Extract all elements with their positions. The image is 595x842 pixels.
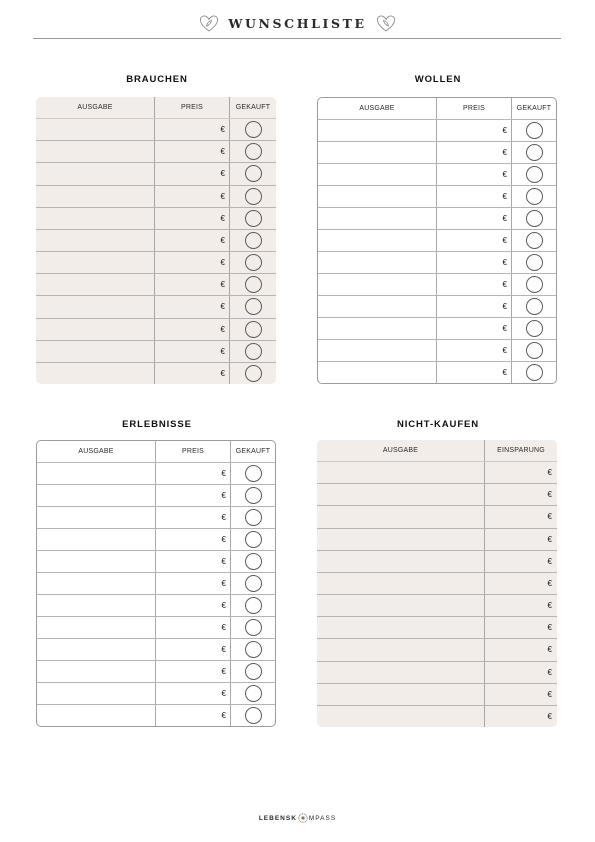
currency-symbol: €: [547, 468, 552, 478]
circle-checkbox-icon[interactable]: [526, 122, 543, 139]
price-cell[interactable]: [155, 119, 230, 140]
price-cell[interactable]: [156, 463, 231, 484]
section-title-erlebnisse: ERLEBNISSE: [122, 419, 192, 430]
currency-symbol: €: [547, 711, 552, 721]
table-header: [36, 97, 276, 119]
price-cell[interactable]: [156, 529, 231, 550]
table-row: [37, 595, 275, 617]
item-cell[interactable]: [37, 705, 156, 726]
bought-cell: [512, 274, 556, 295]
bought-cell: [230, 296, 276, 317]
circle-checkbox-icon[interactable]: [245, 188, 262, 205]
item-cell[interactable]: [37, 573, 156, 594]
circle-checkbox-icon[interactable]: [245, 487, 262, 504]
item-cell[interactable]: [36, 296, 155, 317]
table-row: [317, 639, 557, 661]
item-cell[interactable]: [36, 341, 155, 362]
currency-symbol: €: [221, 623, 226, 632]
circle-checkbox-icon[interactable]: [245, 707, 262, 724]
item-cell[interactable]: [317, 529, 485, 550]
bought-cell: [231, 595, 275, 616]
table-erlebnisse: [36, 440, 276, 727]
price-cell[interactable]: [437, 230, 512, 251]
currency-symbol: €: [547, 667, 552, 677]
price-cell[interactable]: [156, 683, 231, 704]
item-cell[interactable]: [317, 617, 485, 638]
item-cell[interactable]: [318, 208, 437, 229]
bought-cell: [231, 551, 275, 572]
bought-cell: [230, 186, 276, 207]
savings-cell[interactable]: [485, 573, 557, 594]
currency-symbol: €: [547, 556, 552, 566]
currency-symbol: €: [221, 601, 226, 610]
item-cell[interactable]: [318, 142, 437, 163]
item-cell[interactable]: [318, 164, 437, 185]
circle-checkbox-icon[interactable]: [245, 210, 262, 227]
price-cell[interactable]: [155, 141, 230, 162]
circle-checkbox-icon[interactable]: [245, 619, 262, 636]
table-row: [317, 706, 557, 727]
table-row: [317, 573, 557, 595]
table-row: [318, 230, 556, 252]
item-cell[interactable]: [37, 551, 156, 572]
item-cell[interactable]: [318, 186, 437, 207]
circle-checkbox-icon[interactable]: [245, 121, 262, 138]
table-header: [318, 98, 556, 120]
item-cell[interactable]: [317, 639, 485, 660]
item-cell[interactable]: [37, 463, 156, 484]
item-cell[interactable]: [37, 595, 156, 616]
item-cell[interactable]: [36, 163, 155, 184]
currency-symbol: €: [502, 148, 507, 157]
price-cell[interactable]: [156, 485, 231, 506]
table-row: [318, 340, 556, 362]
table-row: [37, 507, 275, 529]
item-cell[interactable]: [317, 595, 485, 616]
table-row: [37, 529, 275, 551]
page-title: WUNSCHLISTE: [228, 15, 367, 31]
table-row: [37, 551, 275, 573]
bought-cell: [230, 319, 276, 340]
bought-cell: [230, 252, 276, 273]
currency-symbol: €: [502, 346, 507, 355]
circle-checkbox-icon[interactable]: [526, 276, 543, 293]
bought-cell: [231, 485, 275, 506]
price-cell[interactable]: [437, 274, 512, 295]
bought-cell: [230, 208, 276, 229]
table-row: [317, 506, 557, 528]
currency-symbol: €: [220, 280, 225, 290]
table-row: [318, 318, 556, 340]
currency-symbol: €: [547, 601, 552, 611]
item-cell[interactable]: [37, 507, 156, 528]
currency-symbol: €: [547, 534, 552, 544]
currency-symbol: €: [547, 645, 552, 655]
table-row: [318, 362, 556, 383]
table-brauchen: [36, 97, 276, 384]
currency-symbol: €: [502, 126, 507, 135]
circle-checkbox-icon[interactable]: [245, 509, 262, 526]
bought-cell: [230, 119, 276, 140]
currency-symbol: €: [220, 213, 225, 223]
savings-cell[interactable]: [485, 484, 557, 505]
heart-leaf-icon: [198, 13, 220, 33]
item-cell[interactable]: [318, 340, 437, 361]
page-header: [0, 8, 595, 38]
column-header-price: PREIS: [437, 98, 512, 119]
currency-symbol: €: [220, 147, 225, 157]
table-wollen: [317, 97, 557, 384]
currency-symbol: €: [221, 535, 226, 544]
bought-cell: [512, 340, 556, 361]
bought-cell: [512, 296, 556, 317]
bought-cell: [230, 363, 276, 384]
table-row: [37, 661, 275, 683]
bought-cell: [512, 186, 556, 207]
bought-cell: [231, 683, 275, 704]
section-title-brauchen: BRAUCHEN: [126, 74, 188, 85]
currency-symbol: €: [502, 192, 507, 201]
price-cell[interactable]: [155, 341, 230, 362]
item-cell[interactable]: [317, 462, 485, 483]
price-cell[interactable]: [437, 186, 512, 207]
circle-checkbox-icon[interactable]: [526, 188, 543, 205]
table-row: [36, 274, 276, 296]
circle-checkbox-icon[interactable]: [526, 166, 543, 183]
table-nicht-kaufen: [317, 440, 557, 727]
heart-leaf-icon: [375, 13, 397, 33]
price-cell[interactable]: [155, 186, 230, 207]
currency-symbol: €: [502, 280, 507, 289]
price-cell[interactable]: [437, 362, 512, 383]
item-cell[interactable]: [36, 252, 155, 273]
currency-symbol: €: [547, 512, 552, 522]
circle-checkbox-icon[interactable]: [245, 232, 262, 249]
brand-text-part1: LEBENSK: [258, 814, 297, 822]
bought-cell: [230, 274, 276, 295]
item-cell[interactable]: [317, 706, 485, 727]
table-row: [318, 208, 556, 230]
currency-symbol: €: [220, 346, 225, 356]
price-cell[interactable]: [437, 252, 512, 273]
bought-cell: [231, 507, 275, 528]
bought-cell: [512, 362, 556, 383]
table-header: [317, 440, 557, 462]
table-row: [36, 186, 276, 208]
table-row: [317, 551, 557, 573]
item-cell[interactable]: [37, 683, 156, 704]
price-cell[interactable]: [156, 551, 231, 572]
savings-cell[interactable]: [485, 506, 557, 527]
circle-checkbox-icon[interactable]: [245, 685, 262, 702]
item-cell[interactable]: [318, 230, 437, 251]
table-row: [37, 573, 275, 595]
bought-cell: [231, 639, 275, 660]
circle-checkbox-icon[interactable]: [245, 143, 262, 160]
price-cell[interactable]: [437, 296, 512, 317]
circle-checkbox-icon[interactable]: [526, 232, 543, 249]
circle-checkbox-icon[interactable]: [245, 465, 262, 482]
currency-symbol: €: [502, 324, 507, 333]
circle-checkbox-icon[interactable]: [245, 276, 262, 293]
circle-checkbox-icon[interactable]: [526, 298, 543, 315]
price-cell[interactable]: [437, 318, 512, 339]
circle-checkbox-icon[interactable]: [245, 343, 262, 360]
price-cell[interactable]: [156, 595, 231, 616]
currency-symbol: €: [221, 645, 226, 654]
currency-symbol: €: [221, 579, 226, 588]
table-row: [37, 705, 275, 726]
circle-checkbox-icon[interactable]: [245, 641, 262, 658]
bought-cell: [231, 661, 275, 682]
item-cell[interactable]: [36, 186, 155, 207]
table-row: [318, 274, 556, 296]
table-row: [36, 319, 276, 341]
table-row: [36, 119, 276, 141]
item-cell[interactable]: [318, 296, 437, 317]
currency-symbol: €: [220, 258, 225, 268]
table-row: [36, 363, 276, 384]
item-cell[interactable]: [317, 484, 485, 505]
bought-cell: [512, 164, 556, 185]
item-cell[interactable]: [318, 274, 437, 295]
bought-cell: [230, 141, 276, 162]
table-row: [36, 141, 276, 163]
table-row: [318, 142, 556, 164]
savings-cell[interactable]: [485, 595, 557, 616]
price-cell[interactable]: [156, 639, 231, 660]
price-cell[interactable]: [437, 340, 512, 361]
circle-checkbox-icon[interactable]: [245, 298, 262, 315]
item-cell[interactable]: [37, 661, 156, 682]
item-cell[interactable]: [37, 485, 156, 506]
price-cell[interactable]: [156, 507, 231, 528]
bought-cell: [512, 318, 556, 339]
column-header-bought: GEKAUFT: [235, 448, 271, 455]
bought-cell: [512, 208, 556, 229]
item-cell[interactable]: [318, 362, 437, 383]
currency-symbol: €: [220, 368, 225, 378]
column-header-bought: GEKAUFT: [516, 105, 552, 112]
circle-checkbox-icon[interactable]: [526, 144, 543, 161]
compass-icon: [298, 813, 308, 823]
price-cell[interactable]: [155, 319, 230, 340]
price-cell[interactable]: [155, 274, 230, 295]
item-cell[interactable]: [36, 319, 155, 340]
table-row: [317, 617, 557, 639]
circle-checkbox-icon[interactable]: [245, 597, 262, 614]
savings-cell[interactable]: [485, 617, 557, 638]
item-cell[interactable]: [37, 639, 156, 660]
currency-symbol: €: [502, 302, 507, 311]
table-row: [318, 296, 556, 318]
item-cell[interactable]: [317, 573, 485, 594]
table-row: [317, 484, 557, 506]
section-title-nicht-kaufen: NICHT-KAUFEN: [396, 419, 480, 430]
table-row: [37, 639, 275, 661]
currency-symbol: €: [221, 689, 226, 698]
circle-checkbox-icon[interactable]: [245, 254, 262, 271]
circle-checkbox-icon[interactable]: [526, 210, 543, 227]
currency-symbol: €: [221, 667, 226, 676]
column-header-item: AUSGABE: [36, 97, 155, 118]
circle-checkbox-icon[interactable]: [526, 364, 543, 381]
price-cell[interactable]: [437, 142, 512, 163]
table-row: [318, 252, 556, 274]
column-header-savings: EINSPARUNG: [497, 447, 545, 454]
price-cell[interactable]: [437, 120, 512, 141]
column-header-price: PREIS: [155, 97, 230, 118]
currency-symbol: €: [220, 125, 225, 135]
bought-cell: [231, 463, 275, 484]
brand-text-part2: MPASS: [308, 814, 337, 822]
table-row: [36, 296, 276, 318]
bought-cell: [512, 230, 556, 251]
currency-symbol: €: [220, 191, 225, 201]
savings-cell[interactable]: [485, 551, 557, 572]
header-divider: [33, 38, 561, 39]
currency-symbol: €: [221, 711, 226, 720]
savings-cell[interactable]: [485, 662, 557, 683]
circle-checkbox-icon[interactable]: [245, 553, 262, 570]
column-header-item: AUSGABE: [318, 98, 437, 119]
item-cell[interactable]: [317, 662, 485, 683]
item-cell[interactable]: [36, 274, 155, 295]
table-row: [317, 595, 557, 617]
table-row: [36, 341, 276, 363]
savings-cell[interactable]: [485, 684, 557, 705]
table-row: [37, 485, 275, 507]
bought-cell: [512, 142, 556, 163]
table-row: [317, 662, 557, 684]
price-cell[interactable]: [155, 230, 230, 251]
item-cell[interactable]: [318, 252, 437, 273]
savings-cell[interactable]: [485, 462, 557, 483]
item-cell[interactable]: [36, 208, 155, 229]
circle-checkbox-icon[interactable]: [526, 320, 543, 337]
item-cell[interactable]: [36, 363, 155, 384]
item-cell[interactable]: [36, 119, 155, 140]
price-cell[interactable]: [155, 363, 230, 384]
column-header-bought: GEKAUFT: [235, 104, 271, 111]
bought-cell: [231, 573, 275, 594]
price-cell[interactable]: [156, 705, 231, 726]
bought-cell: [231, 705, 275, 726]
table-row: [318, 186, 556, 208]
table-row: [317, 529, 557, 551]
currency-symbol: €: [547, 623, 552, 633]
table-row: [36, 252, 276, 274]
circle-checkbox-icon[interactable]: [245, 531, 262, 548]
currency-symbol: €: [502, 368, 507, 377]
price-cell[interactable]: [155, 208, 230, 229]
currency-symbol: €: [220, 169, 225, 179]
currency-symbol: €: [547, 689, 552, 699]
circle-checkbox-icon[interactable]: [245, 365, 262, 382]
price-cell[interactable]: [437, 208, 512, 229]
table-row: [37, 683, 275, 705]
item-cell[interactable]: [37, 617, 156, 638]
table-row: [36, 230, 276, 252]
currency-symbol: €: [221, 469, 226, 478]
price-cell[interactable]: [155, 296, 230, 317]
currency-symbol: €: [502, 258, 507, 267]
currency-symbol: €: [220, 235, 225, 245]
circle-checkbox-icon[interactable]: [526, 342, 543, 359]
item-cell[interactable]: [36, 141, 155, 162]
bought-cell: [230, 230, 276, 251]
price-cell[interactable]: [156, 617, 231, 638]
currency-symbol: €: [502, 170, 507, 179]
item-cell[interactable]: [318, 318, 437, 339]
item-cell[interactable]: [37, 529, 156, 550]
item-cell[interactable]: [317, 506, 485, 527]
column-header-item: AUSGABE: [37, 441, 156, 462]
circle-checkbox-icon[interactable]: [245, 321, 262, 338]
item-cell[interactable]: [36, 230, 155, 251]
table-row: [317, 462, 557, 484]
bought-cell: [512, 252, 556, 273]
currency-symbol: €: [547, 578, 552, 588]
circle-checkbox-icon[interactable]: [245, 165, 262, 182]
savings-cell[interactable]: [485, 639, 557, 660]
item-cell[interactable]: [318, 120, 437, 141]
column-header-item: AUSGABE: [317, 440, 485, 461]
table-row: [318, 120, 556, 142]
bought-cell: [512, 120, 556, 141]
circle-checkbox-icon[interactable]: [526, 254, 543, 271]
currency-symbol: €: [220, 302, 225, 312]
section-title-wollen: WOLLEN: [414, 74, 462, 85]
bought-cell: [231, 529, 275, 550]
bought-cell: [230, 163, 276, 184]
currency-symbol: €: [221, 491, 226, 500]
bought-cell: [230, 341, 276, 362]
currency-symbol: €: [502, 214, 507, 223]
price-cell[interactable]: [156, 661, 231, 682]
price-cell[interactable]: [437, 164, 512, 185]
table-row: [36, 208, 276, 230]
currency-symbol: €: [221, 513, 226, 522]
item-cell[interactable]: [317, 551, 485, 572]
currency-symbol: €: [220, 324, 225, 334]
table-row: [318, 164, 556, 186]
circle-checkbox-icon[interactable]: [245, 663, 262, 680]
savings-cell[interactable]: [485, 529, 557, 550]
table-header: [37, 441, 275, 463]
circle-checkbox-icon[interactable]: [245, 575, 262, 592]
table-row: [317, 684, 557, 706]
table-row: [37, 617, 275, 639]
savings-cell[interactable]: [485, 706, 557, 727]
table-row: [36, 163, 276, 185]
column-header-price: PREIS: [156, 441, 231, 462]
item-cell[interactable]: [317, 684, 485, 705]
bought-cell: [231, 617, 275, 638]
currency-symbol: €: [221, 557, 226, 566]
currency-symbol: €: [547, 490, 552, 500]
currency-symbol: €: [502, 236, 507, 245]
price-cell[interactable]: [156, 573, 231, 594]
price-cell[interactable]: [155, 163, 230, 184]
price-cell[interactable]: [155, 252, 230, 273]
table-row: [37, 463, 275, 485]
footer-brand: [0, 813, 595, 823]
